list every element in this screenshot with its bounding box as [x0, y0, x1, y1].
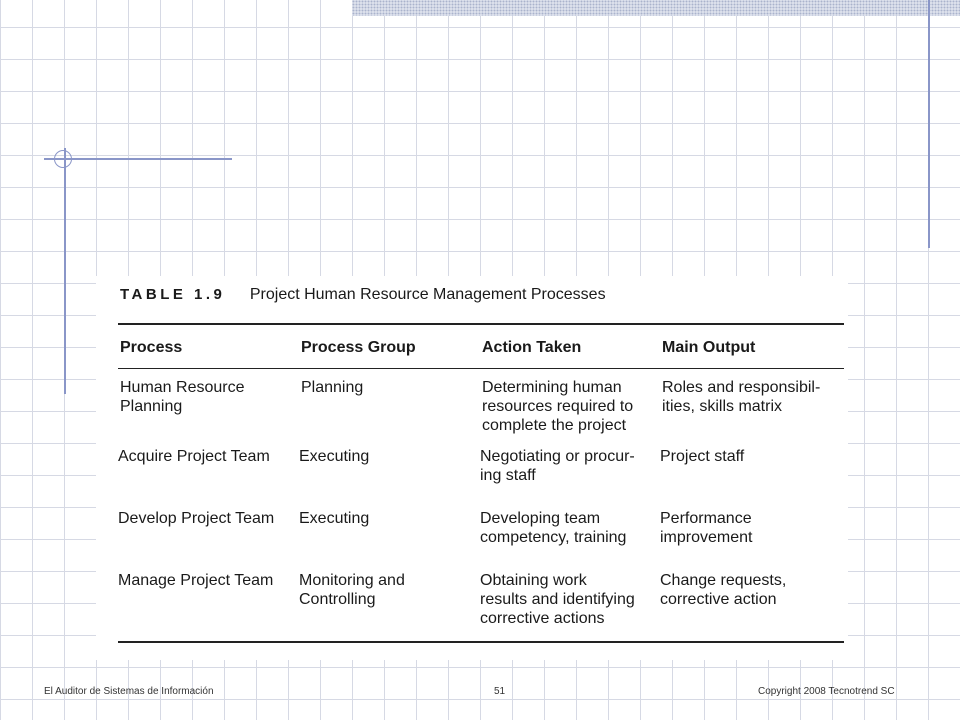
footer-page-number: 51 — [494, 686, 506, 697]
table-bottom-rule — [118, 641, 844, 643]
column-header-process: Process — [120, 339, 183, 356]
table-top-rule — [118, 323, 844, 325]
footer-left-text: El Auditor de Sistemas de Información — [44, 686, 214, 697]
column-header-action-taken: Action Taken — [482, 339, 582, 356]
table-caption — [120, 286, 606, 304]
table-cell: Project staff — [660, 448, 745, 465]
decorative-vertical-line-left — [64, 148, 66, 394]
table-cell: Human Resource Planning — [120, 379, 245, 415]
top-decorative-band — [352, 0, 960, 16]
table-cell: Determining human resources required to complete the project — [482, 379, 634, 434]
table-cell: Manage Project Team — [118, 572, 274, 589]
table-header-rule — [118, 368, 844, 369]
table-cell: Executing — [299, 510, 370, 527]
column-header-main-output: Main Output — [662, 339, 756, 356]
column-header-process-group: Process Group — [301, 339, 416, 356]
table-cell: Obtaining work results and identifying corrective actions — [480, 572, 635, 627]
table-title: Project Human Resource Management Processes — [249, 286, 606, 303]
table-cell: Monitoring and Controlling — [299, 572, 405, 608]
table-cell: Negotiating or procur- ing staff — [480, 448, 635, 484]
table-cell: Executing — [299, 448, 370, 465]
crosshair-circle-icon — [54, 150, 72, 168]
table-label: TABLE 1.9 — [120, 286, 226, 303]
table-cell: Planning — [301, 379, 364, 396]
table-cell: Develop Project Team — [118, 510, 275, 527]
table-cell: Acquire Project Team — [118, 448, 270, 465]
decorative-vertical-line-right — [928, 0, 930, 248]
table-cell: Change requests, corrective action — [660, 572, 787, 608]
table-cell: Developing team competency, training — [480, 510, 627, 546]
table-cell: Roles and responsibil- ities, skills matrix — [662, 379, 821, 415]
decorative-horizontal-line — [44, 158, 232, 160]
table-cell: Performance improvement — [660, 510, 753, 546]
footer-copyright: Copyright 2008 Tecnotrend SC — [758, 686, 895, 697]
